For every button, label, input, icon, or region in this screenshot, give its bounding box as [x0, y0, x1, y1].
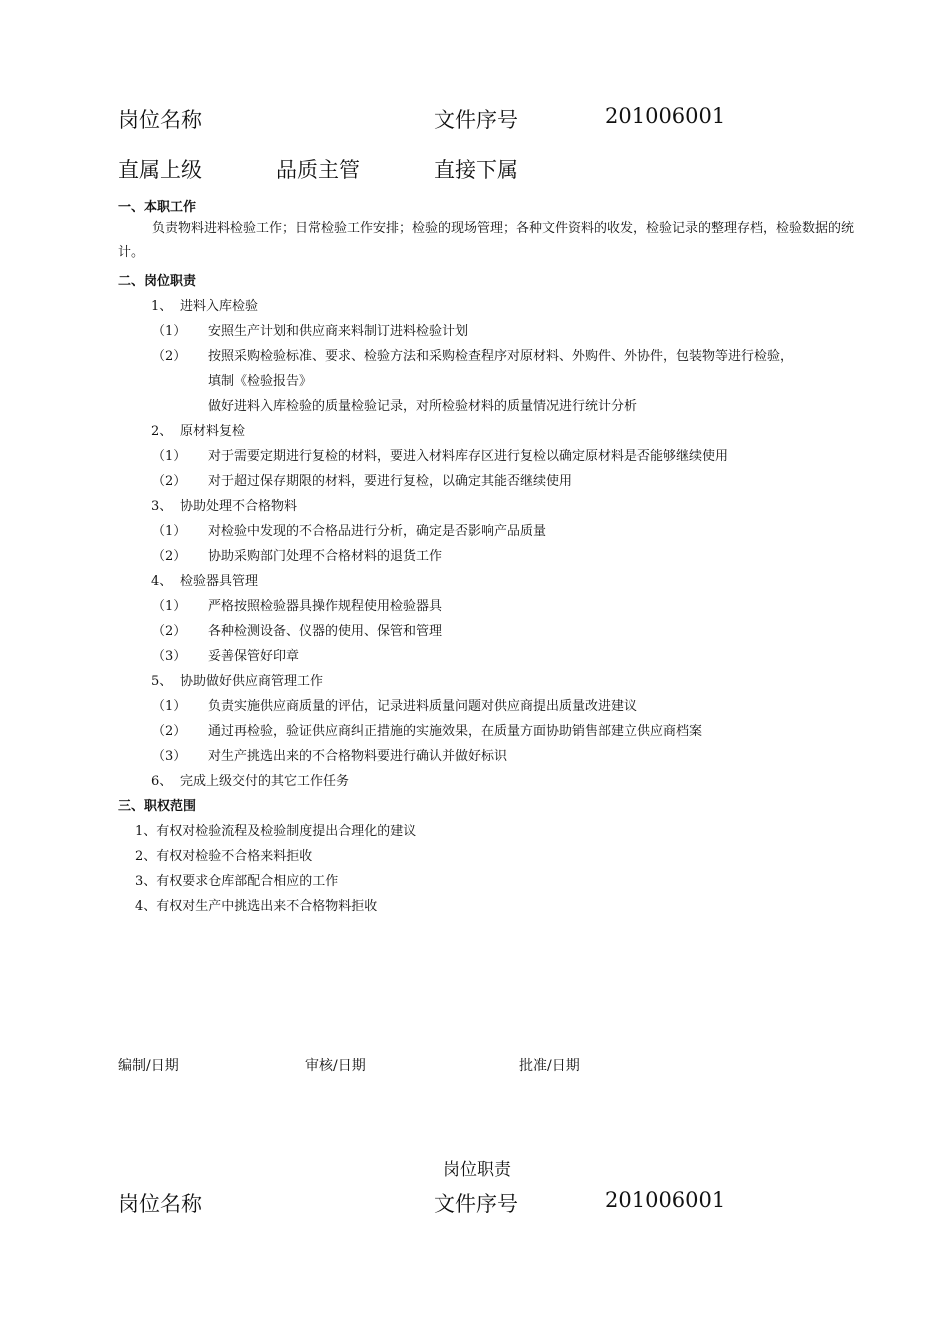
resp-item-number: 5、 — [151, 674, 173, 689]
resp-sub-number: （1） — [152, 599, 187, 614]
resp-sub-number: （1） — [152, 524, 187, 539]
position-name-label: 岗位名称 — [118, 1192, 202, 1216]
resp-sub-number: （2） — [152, 624, 187, 639]
resp-sub-number: （1） — [152, 324, 187, 339]
authority-item: 1、有权对检验流程及检验制度提出合理化的建议 — [135, 824, 417, 839]
resp-sub-text: 对于超过保存期限的材料，要进行复检，以确定其能否继续使用 — [208, 474, 573, 489]
resp-item-title: 协助处理不合格物料 — [180, 499, 298, 514]
resp-item-number: 6、 — [151, 774, 173, 789]
resp-item-title: 完成上级交付的其它工作任务 — [180, 774, 350, 789]
subordinate-label: 直接下属 — [434, 158, 518, 182]
resp-sub-text: 妥善保管好印章 — [208, 649, 300, 664]
doc-no-value: 201006001 — [605, 104, 726, 128]
authority-item: 4、有权对生产中挑选出来不合格物料拒收 — [135, 899, 378, 914]
section-heading-authority: 三、职权范围 — [118, 799, 197, 814]
resp-sub-text: 对检验中发现的不合格品进行分析，确定是否影响产品质量 — [208, 524, 547, 539]
duties-paragraph: 负责物料进料检验工作；日常检验工作安排；检验的现场管理；各种文件资料的收发，检验记录的整理存档，检验数据的统计。 — [118, 221, 855, 260]
resp-sub-text: 各种检测设备、仪器的使用、保管和管理 — [208, 624, 443, 639]
resp-sub-text: 按照采购检验标准、要求、检验方法和采购检查程序对原材料、外购件、外协件，包装物等进行检验， — [208, 349, 794, 364]
position-name-label: 岗位名称 — [118, 108, 202, 132]
resp-sub-text: 严格按照检验器具操作规程使用检验器具 — [208, 599, 443, 614]
superior-value: 品质主管 — [276, 158, 360, 182]
section-heading-duties: 一、本职工作 — [118, 200, 197, 215]
approved-by-date: 批准/日期 — [519, 1058, 580, 1074]
resp-sub-text: 负责实施供应商质量的评估，记录进料质量问题对供应商提出质量改进建议 — [208, 699, 638, 714]
resp-item-title: 检验器具管理 — [180, 574, 259, 589]
authority-item: 2、有权对检验不合格来料拒收 — [135, 849, 313, 864]
doc-no-label: 文件序号 — [434, 1192, 518, 1216]
page-title: 岗位职责 — [443, 1160, 511, 1180]
resp-sub-number: （3） — [152, 749, 187, 764]
resp-sub-text: 对于需要定期进行复检的材料，要进入材料库存区进行复检以确定原材料是否能够继续使用 — [208, 449, 729, 464]
resp-item-title: 协助做好供应商管理工作 — [180, 674, 324, 689]
resp-sub-number: （2） — [152, 724, 187, 739]
superior-label: 直属上级 — [118, 158, 202, 182]
resp-item-number: 4、 — [151, 574, 173, 589]
section-heading-responsibilities: 二、岗位职责 — [118, 274, 197, 289]
resp-sub-number: （2） — [152, 549, 187, 564]
resp-item-number: 3、 — [151, 499, 173, 514]
resp-sub-continuation: 做好进料入库检验的质量检验记录，对所检验材料的质量情况进行统计分析 — [208, 399, 638, 414]
resp-sub-number: （1） — [152, 699, 187, 714]
resp-sub-text: 安照生产计划和供应商来料制订进料检验计划 — [208, 324, 469, 339]
resp-sub-text: 通过再检验，验证供应商纠正措施的实施效果，在质量方面协助销售部建立供应商档案 — [208, 724, 703, 739]
doc-no-label: 文件序号 — [434, 108, 518, 132]
resp-item-title: 原材料复检 — [180, 424, 246, 439]
resp-item-title: 进料入库检验 — [180, 299, 259, 314]
resp-sub-number: （2） — [152, 474, 187, 489]
resp-sub-number: （3） — [152, 649, 187, 664]
resp-sub-text: 协助采购部门处理不合格材料的退货工作 — [208, 549, 443, 564]
resp-sub-continuation: 填制《检验报告》 — [208, 374, 313, 389]
resp-sub-number: （1） — [152, 449, 187, 464]
reviewed-by-date: 审核/日期 — [305, 1058, 366, 1074]
resp-sub-text: 对生产挑选出来的不合格物料要进行确认并做好标识 — [208, 749, 508, 764]
resp-item-number: 1、 — [151, 299, 173, 314]
doc-no-value: 201006001 — [605, 1188, 726, 1212]
resp-item-number: 2、 — [151, 424, 173, 439]
prepared-by-date: 编制/日期 — [118, 1058, 179, 1074]
authority-item: 3、有权要求仓库部配合相应的工作 — [135, 874, 339, 889]
resp-sub-number: （2） — [152, 349, 187, 364]
